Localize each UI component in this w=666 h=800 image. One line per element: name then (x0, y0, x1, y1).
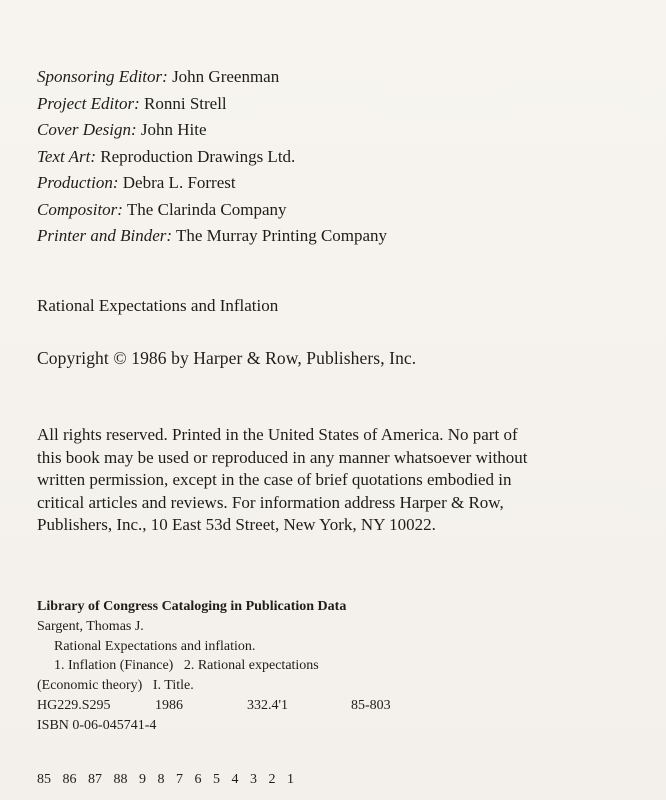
credit-name: Reproduction Drawings Ltd. (100, 146, 296, 166)
credit-name: The Clarinda Company (126, 199, 287, 219)
cip-classification-row (37, 696, 391, 716)
rights-line: written permission, except in the case of brief quotations embodied in (37, 470, 512, 490)
rights-line: this book may be used or reproduced in any manner whatsoever without (37, 447, 528, 467)
cip-dewey: 332.4'1 (247, 697, 289, 713)
printing-line: 85 86 87 88 9 8 7 6 5 4 3 2 1 (37, 772, 294, 787)
credit-role: Text Art: (37, 146, 97, 166)
credit-role: Sponsoring Editor: (37, 67, 168, 86)
credit-role: Production: (37, 173, 119, 192)
cip-title: Rational Expectations and inflation. (54, 638, 256, 654)
credit-sponsoring-editor (37, 64, 387, 91)
credit-project-editor (37, 91, 387, 118)
cip-author: Sargent, Thomas J. (37, 618, 144, 634)
bleed-through-artifact: ⁠ ⁠ ⁠ (520, 86, 536, 112)
cip-call-number: HG229.S295 (37, 697, 111, 713)
rights-line: Publishers, Inc., 10 East 53d Street, New York, NY 10022. (37, 515, 436, 535)
cip-heading: Library of Congress Cataloging in Publication Data (37, 599, 347, 614)
cip-subjects-line-2: (Economic theory) I. Title. (37, 678, 194, 694)
cip-isbn: ISBN 0-06-045741-4 (37, 717, 157, 733)
credit-compositor (37, 197, 387, 224)
cip-data-block (37, 597, 391, 736)
rights-statement (37, 424, 657, 537)
credit-text-art (37, 144, 387, 171)
credit-role: Project Editor: (37, 93, 140, 113)
credit-printer-binder (37, 223, 387, 250)
rights-line: critical articles and reviews. For information address Harper & Row, (37, 492, 504, 512)
credit-name: John Greenman (172, 67, 280, 86)
cip-subjects-line-1: 1. Inflation (Finance) 2. Rational expectations (54, 658, 319, 674)
credit-name: John Hite (140, 120, 207, 139)
cip-lccn: 85-803 (351, 697, 391, 713)
cip-year: 1986 (155, 697, 183, 713)
credit-name: The Murray Printing Company (176, 226, 388, 245)
book-title: Rational Expectations and Inflation (37, 296, 279, 315)
credit-role: Compositor: (37, 199, 123, 219)
credit-production (37, 170, 387, 197)
credit-role: Cover Design: (37, 120, 137, 139)
credit-name: Debra L. Forrest (122, 173, 236, 192)
credits-list (37, 64, 387, 250)
credit-name: Ronni Strell (144, 93, 227, 113)
copyright-notice: Copyright © 1986 by Harper & Row, Publishers, Inc. (37, 348, 417, 368)
credit-role: Printer and Binder: (37, 226, 173, 245)
credit-cover-design (37, 117, 387, 144)
rights-line: All rights reserved. Printed in the United States of America. No part of (37, 425, 518, 444)
